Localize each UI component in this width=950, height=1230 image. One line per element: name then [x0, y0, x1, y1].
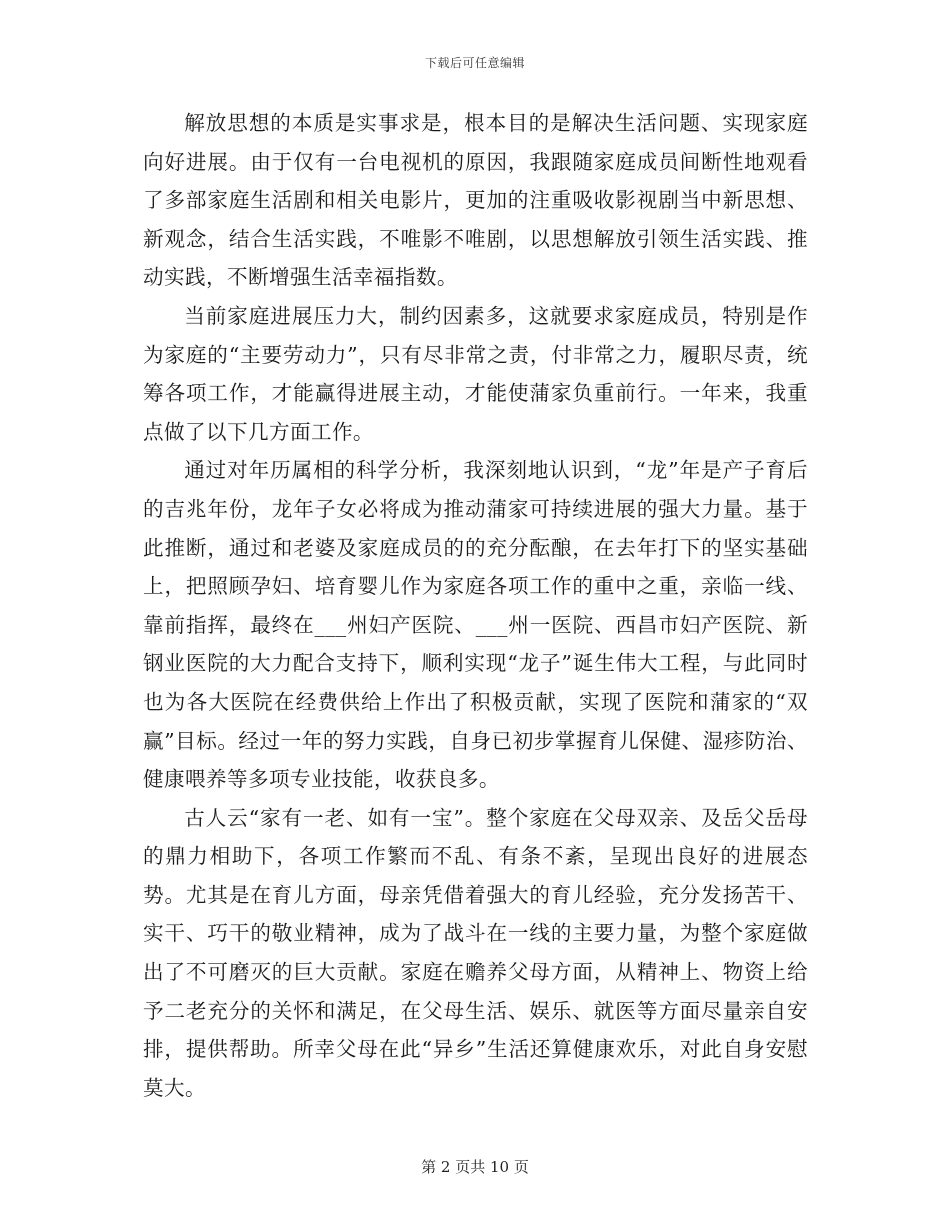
page-number: 第 2 页共 10 页	[421, 1158, 529, 1176]
paragraph-2: 当前家庭进展压力大，制约因素多，这就要求家庭成员，特别是作为家庭的“主要劳动力”，只有尽非常之责，付非常之力，履职尽责，统筹各项工作，才能赢得进展主动，才能使蒲家负重前行。一年来，我重点做了以下几方面工作。	[143, 303, 808, 444]
document-body	[143, 104, 808, 1107]
paragraph-3: 通过对年历属相的科学分析，我深刻地认识到，“龙”年是产子育后的吉兆年份，龙年子女必将成为推动蒲家可持续进展的强大力量。基于此推断，通过和老婆及家庭成员的的充分酝酿，在去年打下的坚实基础上，把照顾孕妇、培育婴儿作为家庭各项工作的重中之重，亲临一线、靠前指挥，最终在___州妇产医院、___州一医院、西昌市妇产医院、新钢业医院的大力配合支持下，顺利实现“龙子”诞生伟大工程，与此同时也为各大医院在经费供给上作出了积极贡献，实现了医院和蒲家的“双赢”目标。经过一年的努力实践，自身已初步掌握育儿保健、湿疹防治、健康喂养等多项专业技能，收获良多。	[143, 458, 808, 792]
page-header: 下载后可任意编辑	[424, 56, 525, 70]
paragraph-1: 解放思想的本质是实事求是，根本目的是解决生活问题、实现家庭向好进展。由于仅有一台电视机的原因，我跟随家庭成员间断性地观看了多部家庭生活剧和相关电影片，更加的注重吸收影视剧当中新思想、新观念，结合生活实践，不唯影不唯剧，以思想解放引领生活实践、推动实践，不断增强生活幸福指数。	[143, 111, 808, 290]
paragraph-4: 古人云“家有一老、如有一宝”。整个家庭在父母双亲、及岳父岳母的鼎力相助下，各项工作繁而不乱、有条不紊，呈现出良好的进展态势。尤其是在育儿方面，母亲凭借着强大的育儿经验，充分发扬苦干、实干、巧干的敬业精神，成为了战斗在一线的主要力量，为整个家庭做出了不可磨灭的巨大贡献。家庭在赡养父母方面，从精神上、物资上给予二老充分的关怀和满足，在父母生活、娱乐、就医等方面尽量亲自安排，提供帮助。所幸父母在此“异乡”生活还算健康欢乐，对此自身安慰莫大。	[143, 805, 808, 1100]
